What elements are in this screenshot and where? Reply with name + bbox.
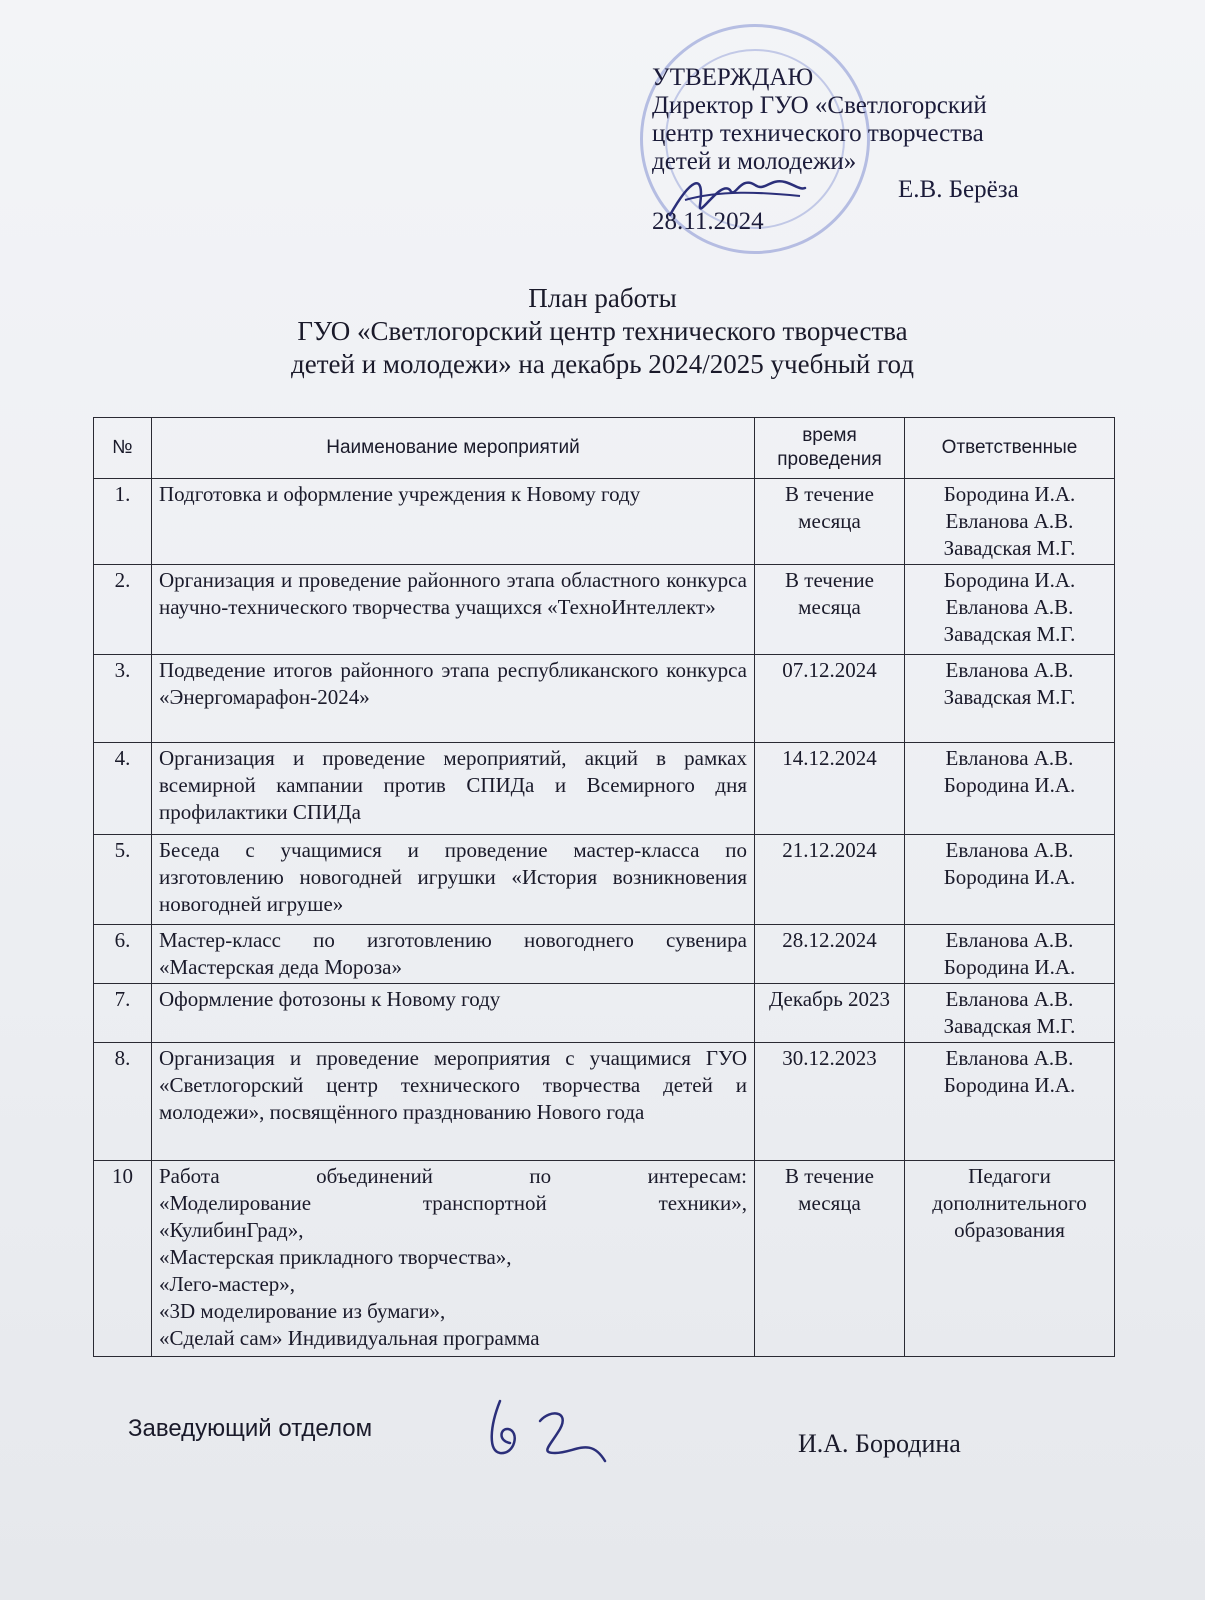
approval-position-line-3: детей и молодежи» <box>652 148 857 175</box>
approval-position-line-2: центр технического творчества <box>652 120 984 147</box>
approval-director-name: Е.В. Берёза <box>898 176 1019 203</box>
table-row <box>94 743 1115 835</box>
responsible-person: Евланова А.В. <box>945 746 1074 770</box>
row-number: 6. <box>94 925 152 984</box>
responsible-person: Бородина И.А. <box>943 482 1076 506</box>
club-line: «3D моделирование из бумаги», <box>159 1299 446 1323</box>
table-row <box>94 925 1115 984</box>
footer-person-name: И.А. Бородина <box>798 1429 961 1458</box>
responsible-person: Завадская М.Г. <box>943 1014 1076 1038</box>
row-number: 5. <box>94 835 152 925</box>
responsible-person: Евланова А.В. <box>945 509 1074 533</box>
row-time: В течение месяца <box>755 565 905 655</box>
responsible-person: Бородина И.А. <box>943 568 1076 592</box>
row-number: 2. <box>94 565 152 655</box>
row-time: В течение месяца <box>755 479 905 565</box>
responsible-person: Бородина И.А. <box>943 955 1076 979</box>
row-event-name: Мастер-класс по изготовлению новогоднего сувенира «Мастерская деда Мороза» <box>152 925 755 984</box>
row-time: 21.12.2024 <box>755 835 905 925</box>
row-responsible <box>905 984 1115 1043</box>
header-time <box>755 418 905 479</box>
row-number: 8. <box>94 1043 152 1161</box>
responsible-person: Евланова А.В. <box>945 987 1074 1011</box>
row-number: 10 <box>94 1161 152 1357</box>
row-event-name: Организация и проведение районного этапа областного конкурса научно-технического творчества учащихся «ТехноИнтеллект» <box>152 565 755 655</box>
row-event-name: Подготовка и оформление учреждения к Новому году <box>152 479 755 565</box>
row-number: 1. <box>94 479 152 565</box>
row-event-name: Подведение итогов районного этапа республиканского конкурса «Энергомарафон-2024» <box>152 655 755 743</box>
title-line-2: ГУО «Светлогорский центр технического творчества <box>297 316 908 346</box>
approval-position-line-1: Директор ГУО «Светлогорский <box>652 92 987 119</box>
row-responsible: Педагоги дополнительного образования <box>905 1161 1115 1357</box>
responsible-person: Евланова А.В. <box>945 658 1074 682</box>
row-number: 4. <box>94 743 152 835</box>
header-responsible: Ответственные <box>905 418 1115 479</box>
director-signature <box>660 160 810 230</box>
responsible-person: Евланова А.В. <box>945 838 1074 862</box>
responsible-person: Завадская М.Г. <box>943 622 1076 646</box>
row-event-name: Беседа с учащимися и проведение мастер-класса по изготовлению новогодней игрушки «История возникновения новогодней игруше» <box>152 835 755 925</box>
row-number: 3. <box>94 655 152 743</box>
table-row <box>94 565 1115 655</box>
row-event-name: Оформление фотозоны к Новому году <box>152 984 755 1043</box>
row-responsible <box>905 743 1115 835</box>
table-row <box>94 984 1115 1043</box>
club-line: «Сделай сам» Индивидуальная программа <box>159 1326 540 1350</box>
row-responsible <box>905 655 1115 743</box>
row-time: В течение месяца <box>755 1161 905 1357</box>
row-time: 14.12.2024 <box>755 743 905 835</box>
title-line-1: План работы <box>528 283 677 313</box>
table-header-row <box>94 418 1115 479</box>
header-number: № <box>94 418 152 479</box>
club-line: «Моделирование транспортной техники», <box>159 1191 747 1215</box>
table-row <box>94 655 1115 743</box>
table-row <box>94 479 1115 565</box>
row-responsible <box>905 1043 1115 1161</box>
club-line: «Лего-мастер», <box>159 1272 296 1296</box>
row-event-name: Организация и проведение мероприятия с учащимися ГУО «Светлогорский центр технического творчества детей и молодежи», посвящённого празднованию Нового года <box>152 1043 755 1161</box>
responsible-person: Бородина И.А. <box>943 1073 1076 1097</box>
approval-date: 28.11.2024 <box>652 208 764 235</box>
responsible-person: Завадская М.Г. <box>943 536 1076 560</box>
responsible-person: Бородина И.А. <box>943 773 1076 797</box>
club-line: «КулибинГрад», <box>159 1218 304 1242</box>
table-row <box>94 1161 1115 1357</box>
row-responsible <box>905 835 1115 925</box>
responsible-person: Евланова А.В. <box>945 928 1074 952</box>
plan-table <box>93 417 1115 1357</box>
responsible-person: Бородина И.А. <box>943 865 1076 889</box>
row-event-name <box>152 1161 755 1357</box>
header-time-line-1: время <box>802 425 857 446</box>
header-event-name: Наименование мероприятий <box>152 418 755 479</box>
row-responsible <box>905 479 1115 565</box>
footer-signoff <box>128 1415 1028 1475</box>
row-number: 7. <box>94 984 152 1043</box>
footer-role: Заведующий отделом <box>128 1415 373 1442</box>
approval-heading: УТВЕРЖДАЮ <box>652 64 814 91</box>
club-line: Работа объединений по интересам: <box>159 1164 747 1188</box>
responsible-person: Завадская М.Г. <box>943 685 1076 709</box>
table-row <box>94 1043 1115 1161</box>
table-row <box>94 835 1115 925</box>
club-line: «Мастерская прикладного творчества», <box>159 1245 512 1269</box>
title-line-3: детей и молодежи» на декабрь 2024/2025 учебный год <box>290 349 914 379</box>
row-time: Декабрь 2023 <box>755 984 905 1043</box>
row-time: 30.12.2023 <box>755 1043 905 1161</box>
responsible-person: Евланова А.В. <box>945 595 1074 619</box>
responsible-person: Евланова А.В. <box>945 1046 1074 1070</box>
row-event-name: Организация и проведение мероприятий, акций в рамках всемирной кампании против СПИДа и Всемирного дня профилактики СПИДа <box>152 743 755 835</box>
row-responsible <box>905 925 1115 984</box>
row-time: 28.12.2024 <box>755 925 905 984</box>
row-responsible <box>905 565 1115 655</box>
row-time: 07.12.2024 <box>755 655 905 743</box>
header-time-line-2: проведения <box>777 449 882 470</box>
head-signature <box>480 1391 610 1471</box>
document-title <box>0 282 1205 381</box>
